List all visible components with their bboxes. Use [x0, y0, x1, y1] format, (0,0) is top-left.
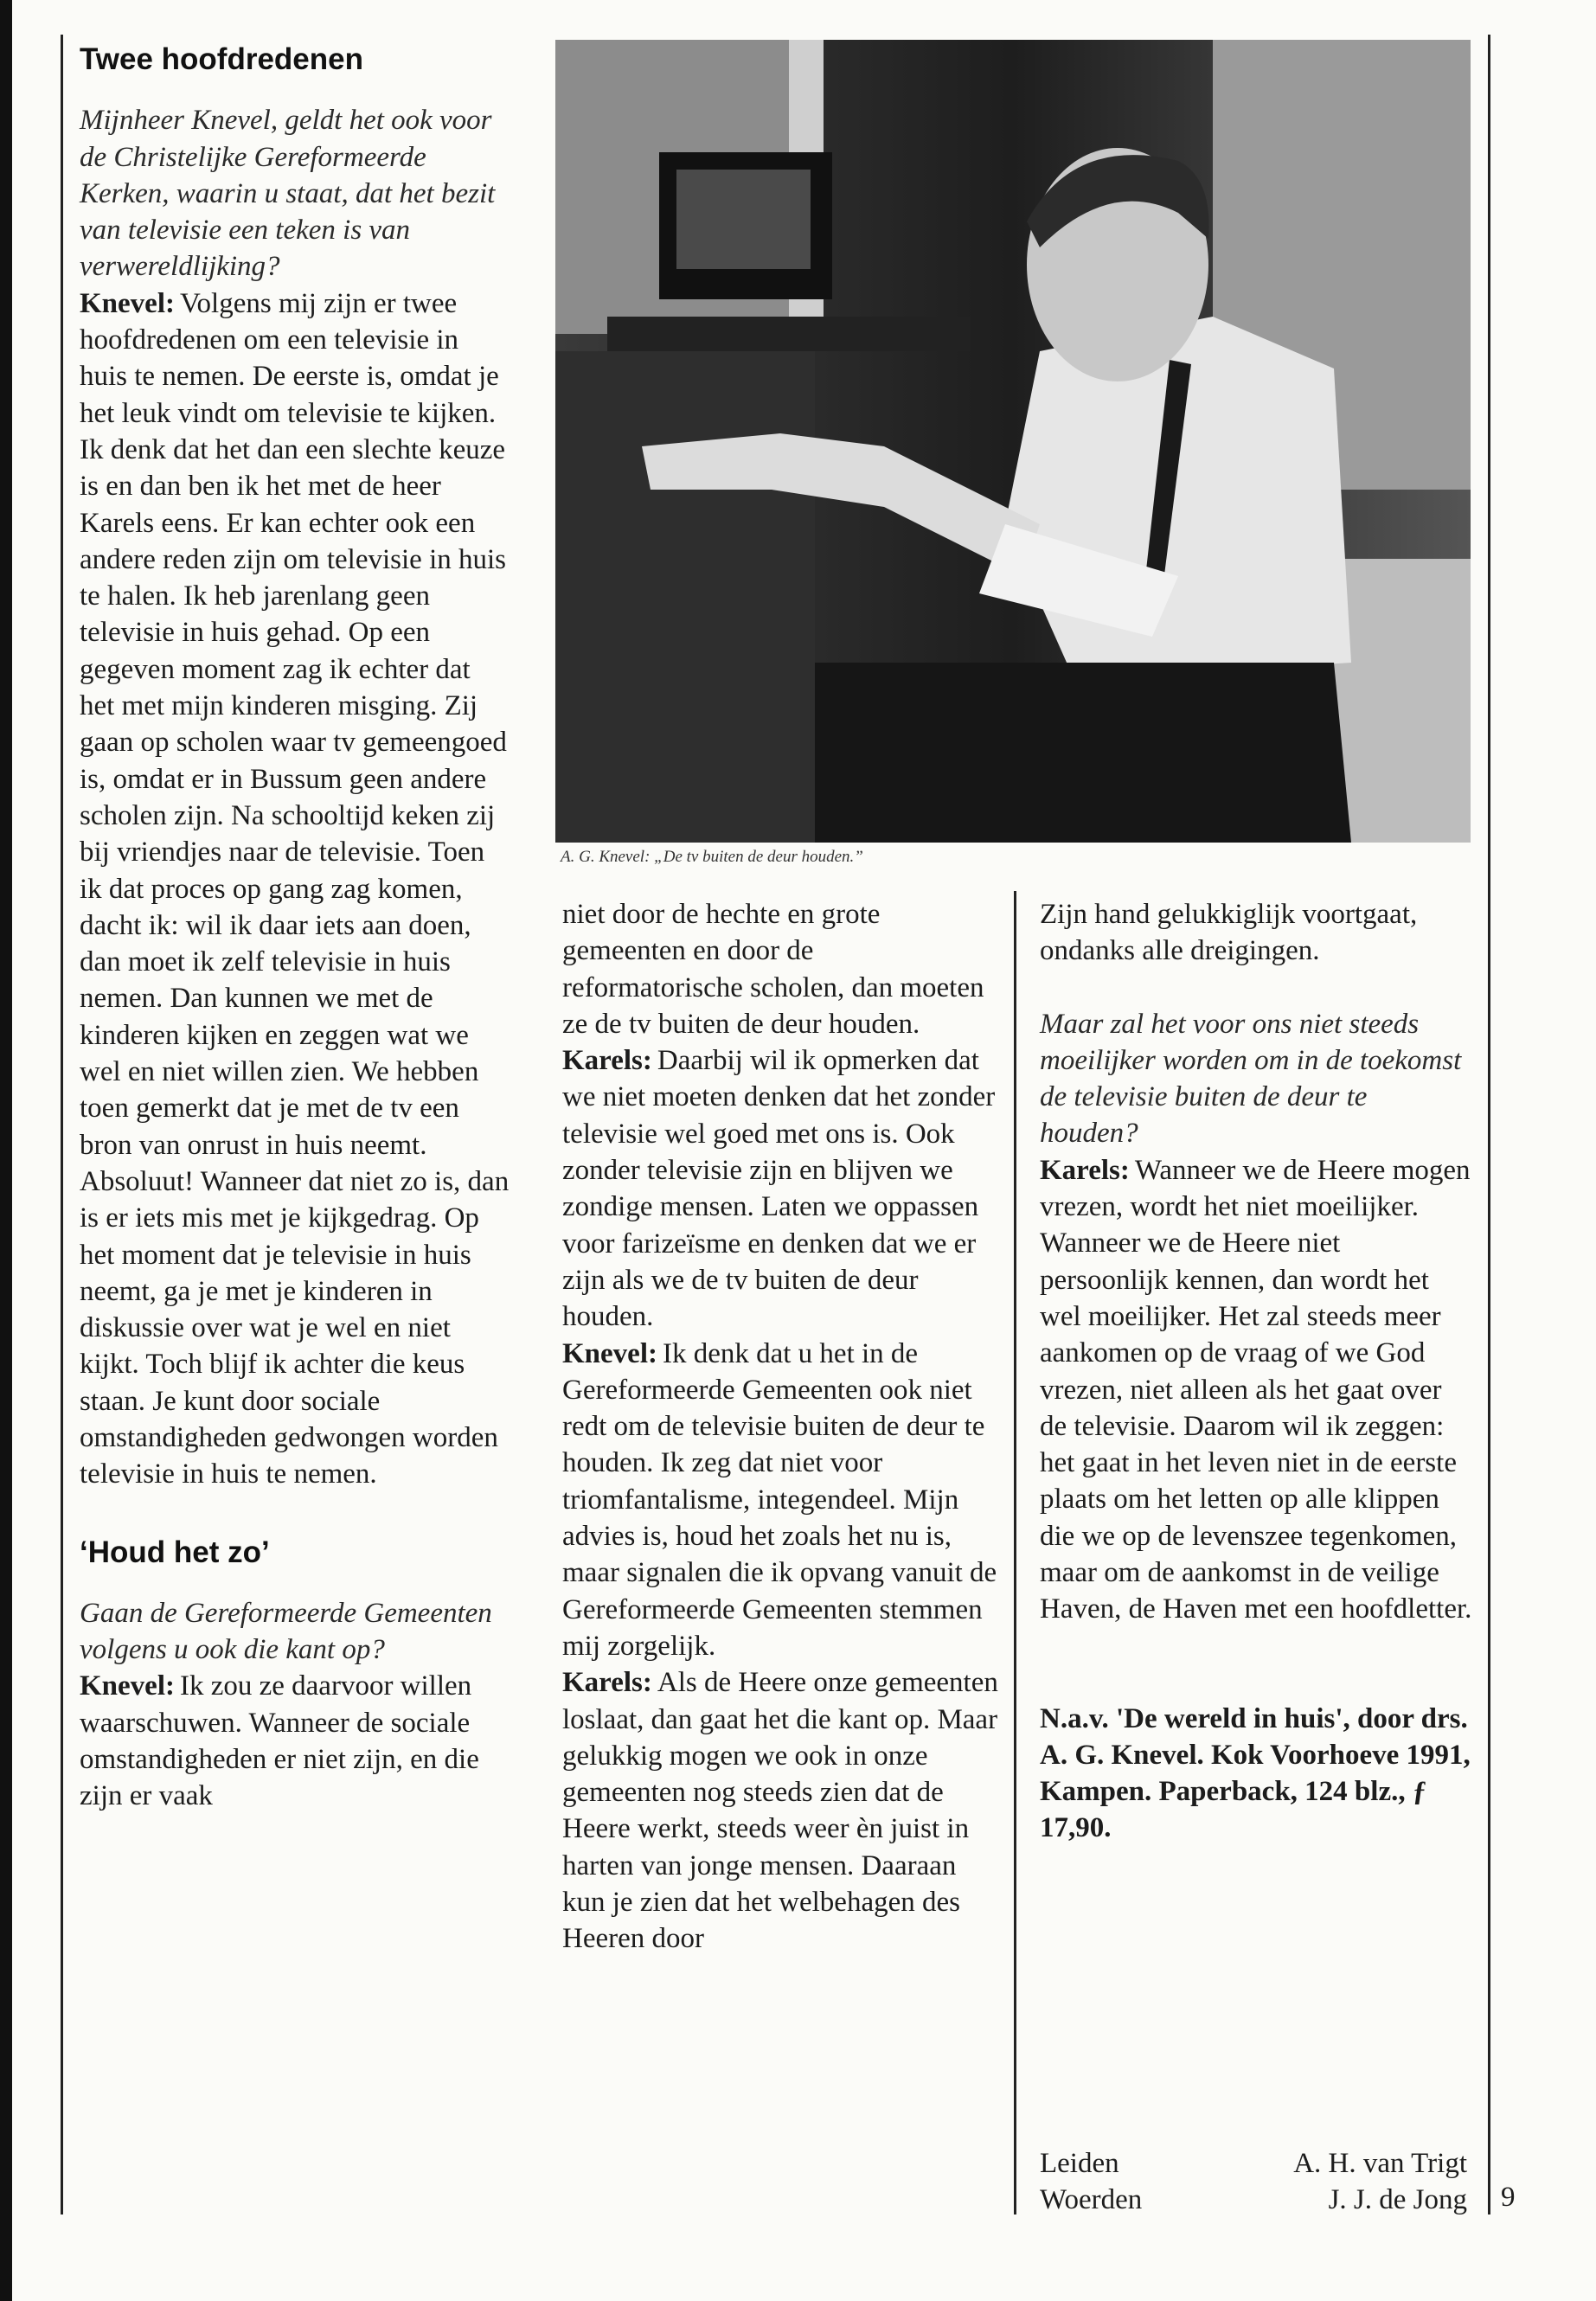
continued-text: Zijn hand gelukkiglijk voortgaat, ondanks alle dreigingen.	[1040, 899, 1418, 967]
signature-place: Woerden	[1040, 2184, 1143, 2215]
answer-text: Ik zou ze daarvoor willen waarschuwen. Wanneer de sociale omstandigheden er niet zijn, en die zijn er vaak	[80, 1670, 479, 1812]
speaker-label: Karels:	[562, 1667, 652, 1699]
speaker-label: Knevel:	[562, 1337, 657, 1369]
interview-answer	[562, 1664, 1000, 1957]
page-number: 9	[1501, 2182, 1516, 2213]
interview-answer	[1040, 1152, 1472, 1628]
book-reference: N.a.v. 'De wereld in huis', door drs. A. G. Knevel. Kok Voorhoeve 1991, Kampen. Paperback, 124 blz., ƒ 17,90.	[1040, 1702, 1471, 1843]
interview-question: Gaan de Gereformeerde Gemeenten volgens u ook die kant op?	[80, 1597, 492, 1666]
column-rule-right	[1488, 35, 1490, 2214]
column-1	[80, 42, 512, 1815]
answer-text: Wanneer we de Heere mogen vrezen, wordt het niet moeilijker. Wanneer we de Heere niet persoonlijk kennen, dan wordt het wel moeilijker. Het zal steeds meer aankomen op de vraag of we God vrezen, niet alleen als het gaat over de televisie. Daarom wil ik zeggen: het gaat in het leven niet in de eerste plaats om het letten op alle klippen die we op de levenszee tegenkomen, maar om de aankomst in de veilige Haven, de Haven met een hoofdletter.	[1040, 1154, 1472, 1625]
signature-names	[1246, 2145, 1467, 2218]
section-heading-twee-hoofdredenen: Twee hoofdredenen	[80, 42, 363, 76]
speaker-label: Knevel:	[80, 1670, 175, 1702]
signature-place: Leiden	[1040, 2148, 1119, 2179]
signature-places	[1040, 2145, 1142, 2218]
column-3	[1040, 896, 1472, 1846]
author-name: A. H. van Trigt	[1293, 2148, 1467, 2179]
column-rule-middle	[1014, 891, 1016, 2214]
answer-text: Als de Heere onze gemeenten loslaat, dan gaat het die kant op. Maar gelukkig mogen we ook in onze gemeenten nog steeds zien dat de Heere werkt, steeds weer èn juist in harten van jonge mensen. Daaraan kun je zien dat het welbehagen des Heeren door	[562, 1667, 998, 1955]
speaker-label: Knevel:	[80, 287, 175, 319]
photo-image	[555, 40, 1471, 843]
interview-answer	[80, 1668, 512, 1814]
interview-answer	[80, 285, 512, 1493]
photo-caption: A. G. Knevel: „De tv buiten de deur houden.”	[561, 848, 863, 866]
answer-text: Ik denk dat u het in de Gereformeerde Gemeenten ook niet redt om de televisie buiten de deur te houden. Ik zeg dat niet voor triomfantalisme, integendeel. Mijn advies is, houd het zoals het nu is, maar signalen die ik opvang vanuit de Gereformeerde Gemeenten stemmen mij zorgelijk.	[562, 1337, 997, 1662]
answer-text: Volgens mij zijn er twee hoofdredenen om een televisie in huis te nemen. De eerste is, omdat je het leuk vindt om televisie te kijken. Ik denk dat het dan een slechte keuze is en dan ben ik het met de heer Karels eens. Er kan echter ook een andere reden zijn om televisie in huis te halen. Ik heb jarenlang geen televisie in huis gehad. Op een gegeven moment zag ik echter dat het met mijn kinderen misging. Zij gaan op scholen waar tv gemeengoed is, omdat er in Bussum geen andere scholen zijn. Na schooltijd keken zij bij vriendjes naar de televisie. Toen ik dat proces op gang zag komen, dacht ik: wil ik daar iets aan doen, dan moet ik zelf televisie in huis nemen. Dan kunnen we met de kinderen kijken en zeggen wat we wel en niet willen zien. We hebben toen gemerkt dat je met de tv een bron van onrust in huis neemt. Absoluut! Wanneer dat niet zo is, dan is er iets mis met je kijkgedrag. Op het moment dat je televisie in huis neemt, ga je met je kinderen in diskussie over wat je wel en niet kijkt. Toch blijf ik achter die keus staan. Je kunt door sociale omstandigheden gedwongen worden televisie in huis te nemen.	[80, 287, 510, 1490]
author-name: J. J. de Jong	[1328, 2184, 1467, 2215]
interview-question: Mijnheer Knevel, geldt het ook voor de Christelijke Gereformeerde Kerken, waarin u staat, dat het bezit van televisie een teken is van verwereldlijking?	[80, 105, 496, 283]
interview-answer	[562, 1336, 1000, 1665]
interview-question: Maar zal het voor ons niet steeds moeilijker worden om in de toekomst de televisie buiten de deur te houden?	[1040, 1008, 1462, 1150]
speaker-label: Karels:	[1040, 1154, 1130, 1186]
section-heading-houd-het-zo: ‘Houd het zo’	[80, 1535, 270, 1569]
portrait-photo	[555, 40, 1471, 843]
page-edge	[0, 0, 12, 2301]
column-2	[562, 896, 1000, 1958]
interview-answer	[562, 1042, 1000, 1335]
answer-text: Daarbij wil ik opmerken dat we niet moeten denken dat het zonder televisie wel goed met ons is. Ook zonder televisie zijn en blijven we zondige mensen. Laten we oppassen voor farizeïsme en denken dat we er zijn als we de tv buiten de deur houden.	[562, 1045, 996, 1333]
continued-text: niet door de hechte en grote gemeenten en door de reformatorische scholen, dan moeten ze de tv buiten de deur houden.	[562, 899, 984, 1040]
speaker-label: Karels:	[562, 1045, 652, 1077]
column-rule-left	[61, 35, 63, 2214]
